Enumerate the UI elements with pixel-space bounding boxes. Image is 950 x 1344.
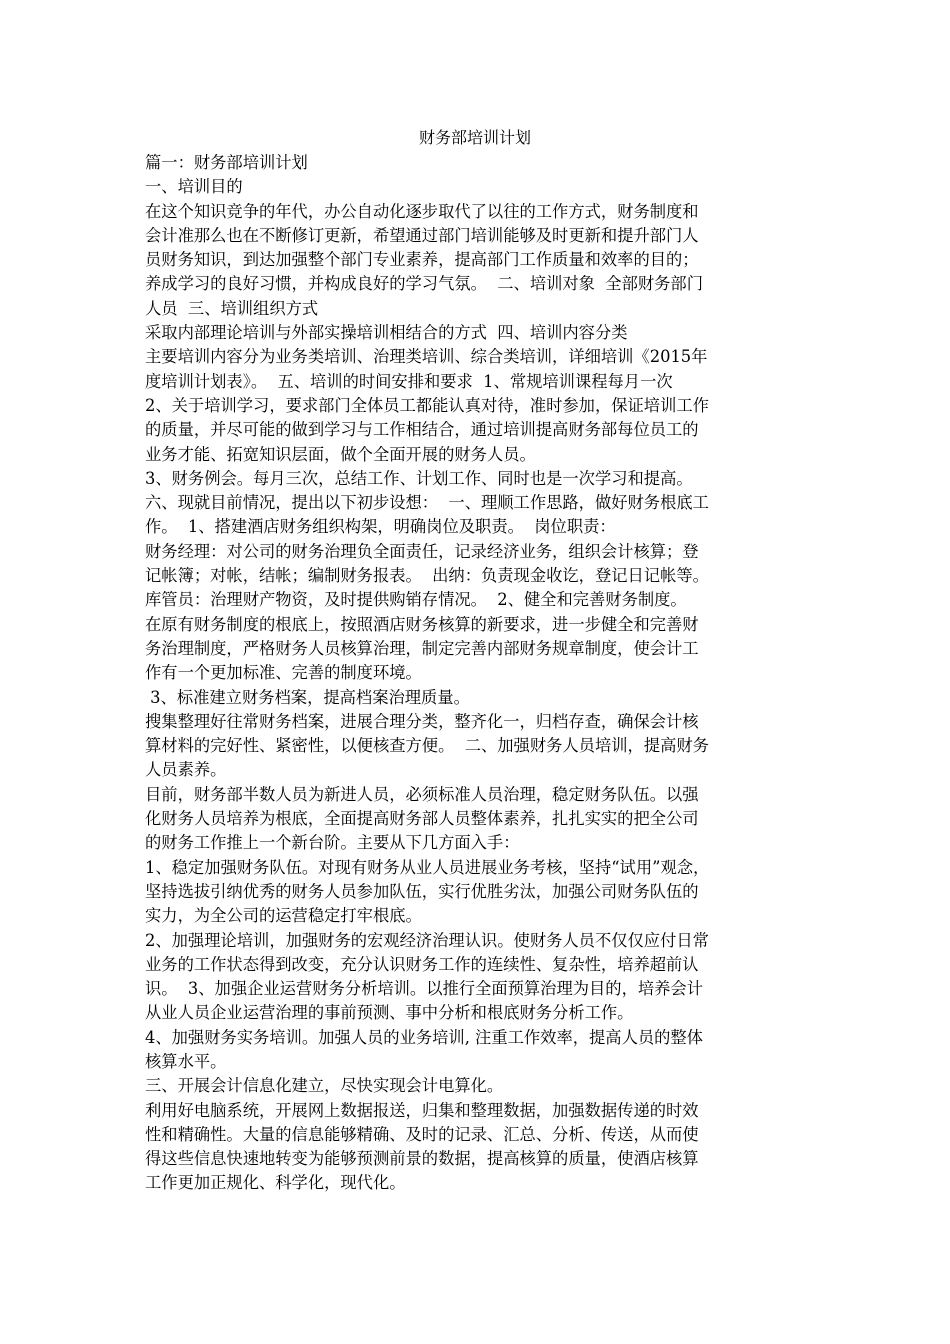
- text-line: 搜集整理好往常财务档案，进展合理分类，整齐化一，归档存查，确保会计核: [145, 711, 699, 731]
- text-line: 的质量，并尽可能的做到学习与工作相结合，通过培训提高财务部每位员工的: [145, 420, 699, 440]
- text-line: 财务经理：对公司的财务治理负全面责任，记录经济业务，组织会计核算；登: [145, 541, 699, 561]
- text-line: 得这些信息快速地转变为能够预测前景的数据，提高核算的质量，使酒店核算: [145, 1149, 699, 1169]
- text-line: 作有一个更加标准、完善的制度环境。: [145, 663, 422, 683]
- text-line: 业务才能、拓宽知识层面，做个全面开展的财务人员。: [145, 444, 536, 464]
- text-line: 员财务知识，到达加强整个部门专业素养，提高部门工作质量和效率的目的；: [145, 250, 699, 270]
- text-line: 三、开展会计信息化建立，尽快实现会计电算化。: [145, 1076, 504, 1096]
- text-line: 篇一：财务部培训计划: [145, 153, 308, 172]
- text-line: 识。 3、加强企业运营财务分析培训。以推行全面预算治理为目的，培养会计: [145, 979, 703, 999]
- text-line: 采取内部理论培训与外部实操培训相结合的方式 四、培训内容分类: [145, 323, 628, 343]
- document-title: 财务部培训计划: [418, 128, 531, 147]
- text-line: 作。 1、搭建酒店财务组织构架，明确岗位及职责。 岗位职责：: [145, 517, 616, 537]
- text-line: 业务的工作状态得到改变，充分认识财务工作的连续性、复杂性，培养超前认: [145, 954, 699, 974]
- text-line: 会计准那么也在不断修订更新，希望通过部门培训能够及时更新和提升部门人: [145, 225, 699, 245]
- text-line: 在原有财务制度的根底上，按照酒店财务核算的新要求，进一步健全和完善财: [145, 614, 699, 634]
- text-line: 3、标准建立财务档案，提高档案治理质量。: [145, 687, 470, 707]
- text-line: 利用好电脑系统，开展网上数据报送，归集和整理数据，加强数据传递的时效: [145, 1100, 699, 1120]
- text-line: 性和精确性。大量的信息能够精确、及时的记录、汇总、分析、传送，从而使: [145, 1124, 699, 1144]
- document-body: [145, 151, 825, 1196]
- text-line: 一、培训目的: [145, 177, 243, 197]
- text-line: 从业人员企业运营治理的事前预测、事中分析和根底财务分析工作。: [145, 1003, 634, 1023]
- text-line: 实力，为全公司的运营稳定打牢根底。: [145, 906, 422, 926]
- text-line: 在这个知识竞争的年代，办公自动化逐步取代了以往的工作方式，财务制度和: [145, 201, 699, 221]
- text-line: 目前，财务部半数人员为新进人员，必须标准人员治理，稳定财务队伍。以强: [145, 784, 699, 804]
- text-line: 工作更加正规化、科学化，现代化。: [145, 1173, 406, 1193]
- text-line: 六、现就目前情况，提出以下初步设想： 一、理顺工作思路，做好财务根底工: [145, 493, 709, 513]
- text-line: 4、加强财务实务培训。加强人员的业务培训, 注重工作效率，提高人员的整体: [145, 1027, 703, 1047]
- text-line: 3、财务例会。每月三次，总结工作、计划工作、同时也是一次学习和提高。: [145, 468, 693, 488]
- text-line: 1、稳定加强财务队伍。对现有财务从业人员进展业务考核，坚持“试用”观念，: [145, 857, 710, 877]
- text-line: 度培训计划表》。 五、培训的时间安排和要求 1、常规培训课程每月一次: [145, 371, 673, 391]
- text-line: 坚持选拔引纳优秀的财务人员参加队伍，实行优胜劣汰，加强公司财务队伍的: [145, 881, 699, 901]
- text-line: 算材料的完好性、紧密性，以便核查方便。 二、加强财务人员培训，提高财务: [145, 736, 709, 756]
- text-line: 人员素养。: [145, 760, 227, 780]
- text-line: 养成学习的良好习惯，并构成良好的学习气氛。 二、培训对象 全部财务部门: [145, 274, 703, 294]
- text-line: 记帐簿；对帐，结帐；编制财务报表。 出纳：负责现金收讫，登记日记帐等。: [145, 566, 709, 586]
- text-line: 人员 三、培训组织方式: [145, 298, 319, 318]
- text-line: 务治理制度，严格财务人员核算治理，制定完善内部财务规章制度，使会计工: [145, 638, 699, 658]
- text-line: 主要培训内容分为业务类培训、治理类培训、综合类培训，详细培训《2015年: [145, 347, 708, 367]
- text-line: 2、加强理论培训，加强财务的宏观经济治理认识。使财务人员不仅仅应付日常: [145, 930, 709, 950]
- text-line: 核算水平。: [145, 1051, 227, 1071]
- text-line: 化财务人员培养为根底，全面提高财务部人员整体素养，扎扎实实的把全公司: [145, 809, 699, 829]
- text-line: 库管员：治理财产物资，及时提供购销存情况。 2、健全和完善财务制度。: [145, 590, 687, 610]
- text-line: 2、关于培训学习，要求部门全体员工都能认真对待，准时参加，保证培训工作: [145, 395, 709, 415]
- text-line: 的财务工作推上一个新台阶。主要从下几方面入手：: [145, 833, 520, 853]
